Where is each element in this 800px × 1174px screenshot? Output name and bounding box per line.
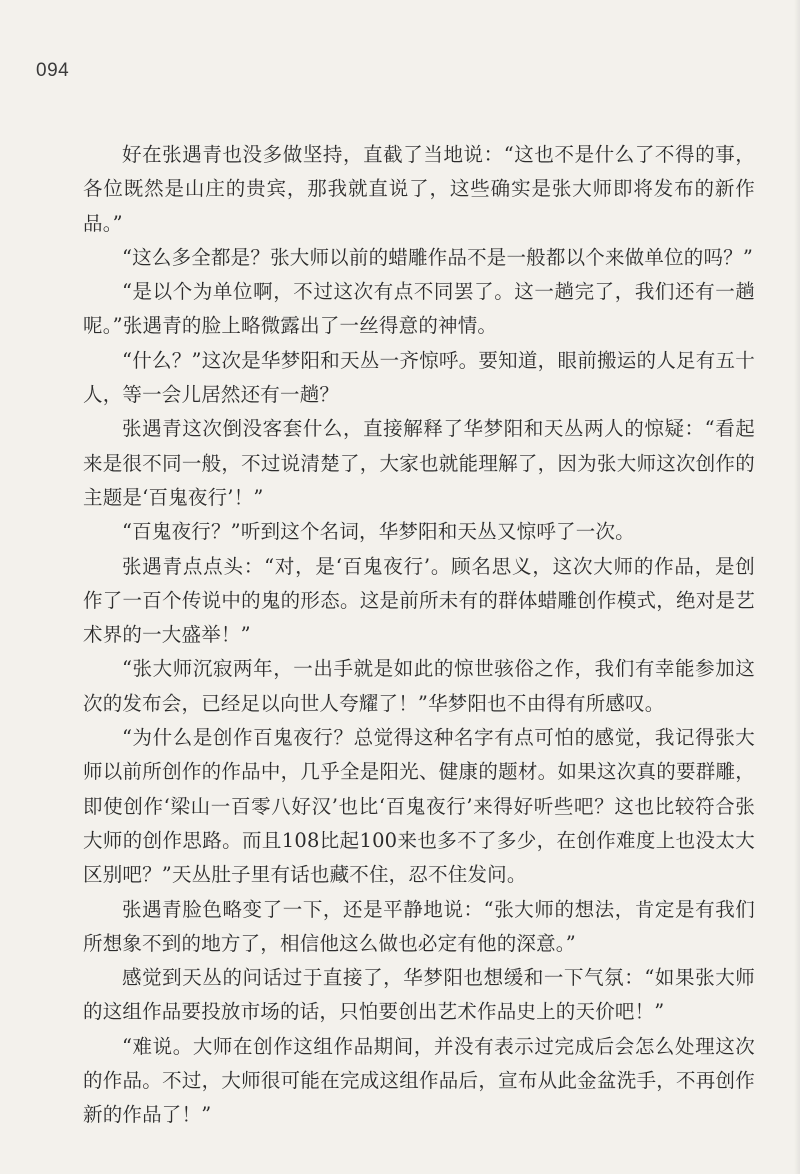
paragraph-8: “张大师沉寂两年，一出手就是如此的惊世骇俗之作，我们有幸能参加这次的发布会，已经足以向世人夸耀了！”华梦阳也不由得有所感叹。 xyxy=(83,657,755,715)
text-body xyxy=(83,138,755,1133)
page-edge-shadow xyxy=(794,0,800,1174)
paragraph-2: “这么多全都是？张大师以前的蜡雕作品不是一般都以个来做单位的吗？” xyxy=(122,245,754,269)
paragraph-7: 张遇青点点头：“对，是‘百鬼夜行’。顾名思义，这次大师的作品，是创作了一百个传说中的鬼的形态。这是前所未有的群体蜡雕创作模式，绝对是艺术界的一大盛举！” xyxy=(83,554,755,647)
page-number: 094 xyxy=(36,60,70,81)
paragraph-4: “什么？”这次是华梦阳和天丛一齐惊呼。要知道，眼前搬运的人足有五十人，等一会儿居然还有一趟？ xyxy=(83,348,755,407)
paragraph-6: “百鬼夜行？”听到这个名词，华梦阳和天丛又惊呼了一次。 xyxy=(122,520,635,544)
paragraph-1: 好在张遇青也没多做坚持，直截了当地说：“这也不是什么了不得的事，各位既然是山庄的贵宾，那我就直说了，这些确实是张大师即将发布的新作品。” xyxy=(83,143,755,235)
paragraph-9: “为什么是创作百鬼夜行？总觉得这种名字有点可怕的感觉，我记得张大师以前所创作的作品中，几乎全是阳光、健康的题材。如果这次真的要群雕，即使创作‘梁山一百零八好汉’也比‘百鬼夜行’来得好听些吧？这也比较符合张大师的创作思路。而且108比起100来也多不了多少，在创作难度上也没太大区别吧？”天丛肚子里有话也藏不住，忍不住发问。 xyxy=(83,726,755,887)
paragraph-3: “是以个为单位啊，不过这次有点不同罢了。这一趟完了，我们还有一趟呢。”张遇青的脸上略微露出了一丝得意的神情。 xyxy=(83,280,755,338)
paragraph-12: “难说。大师在创作这组作品期间，并没有表示过完成后会怎么处理这次的作品。不过，大师很可能在完成这组作品后，宣布从此金盆洗手，不再创作新的作品了！” xyxy=(83,1034,755,1127)
paragraph-11: 感觉到天丛的问话过于直接了，华梦阳也想缓和一下气氛：“如果张大师的这组作品要投放市场的话，只怕要创出艺术作品史上的天价吧！” xyxy=(83,966,755,1024)
paragraph-10: 张遇青脸色略变了一下，还是平静地说：“张大师的想法，肯定是有我们所想象不到的地方了，相信他这么做也必定有他的深意。” xyxy=(83,897,755,955)
paragraph-5: 张遇青这次倒没客套什么，直接解释了华梦阳和天丛两人的惊疑：“看起来是很不同一般，不过说清楚了，大家也就能理解了，因为张大师这次创作的主题是‘百鬼夜行’！” xyxy=(83,417,755,509)
